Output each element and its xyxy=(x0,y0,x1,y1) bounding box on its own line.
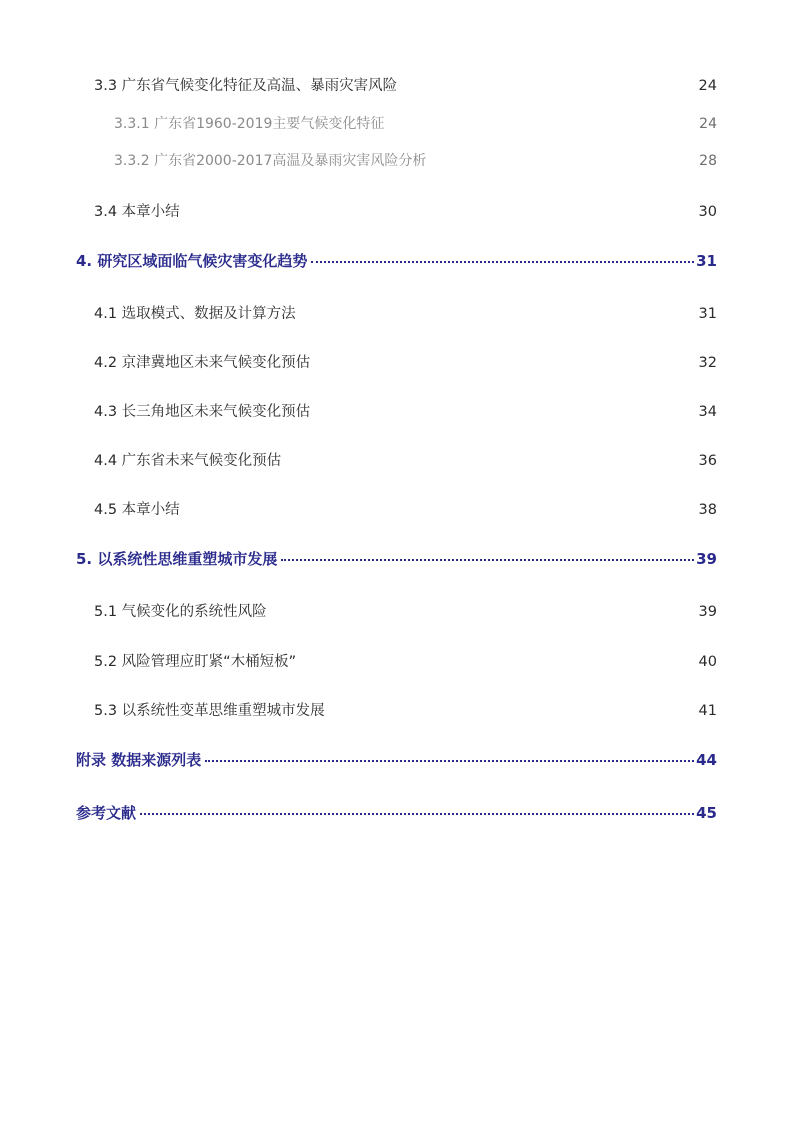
toc-page-number: 36 xyxy=(698,453,717,469)
toc-page-number: 39 xyxy=(696,550,717,568)
toc-entry-label: 5.2 风险管理应盯紧“木桶短板” xyxy=(94,654,297,670)
toc-page-number: 24 xyxy=(699,116,717,132)
toc-chapter-label: 附录 数据来源列表 xyxy=(76,751,202,769)
toc-entry-3-4[interactable] xyxy=(94,200,717,221)
toc-references[interactable] xyxy=(76,802,717,823)
toc-page-number: 40 xyxy=(698,654,717,670)
toc-entry-label: 4.5 本章小结 xyxy=(94,502,180,518)
toc-page-number: 38 xyxy=(698,502,717,518)
toc-page-number: 28 xyxy=(699,153,717,169)
toc-entry-4-5[interactable] xyxy=(94,498,717,519)
toc-page-number: 41 xyxy=(698,703,717,719)
toc-entry-label: 4.2 京津冀地区未来气候变化预估 xyxy=(94,355,311,371)
toc-chapter-label: 4. 研究区域面临气候灾害变化趋势 xyxy=(76,252,308,270)
toc-entry-label: 3.3 广东省气候变化特征及高温、暴雨灾害风险 xyxy=(94,78,398,94)
toc-entry-label: 4.4 广东省未来气候变化预估 xyxy=(94,453,282,469)
toc-page-number: 30 xyxy=(698,204,717,220)
toc-entry-label: 3.3.2 广东省2000-2017高温及暴雨灾害风险分析 xyxy=(114,153,427,169)
toc-entry-3-3-2[interactable] xyxy=(114,150,717,170)
toc-entry-4-2[interactable] xyxy=(94,351,717,372)
toc-dot-leader xyxy=(140,813,694,815)
toc-entry-label: 4.3 长三角地区未来气候变化预估 xyxy=(94,404,311,420)
toc-entry-4-4[interactable] xyxy=(94,449,717,470)
toc-chapter-label: 参考文献 xyxy=(76,804,137,822)
toc-chapter-label: 5. 以系统性思维重塑城市发展 xyxy=(76,550,278,568)
toc-page-number: 34 xyxy=(698,404,717,420)
toc-dot-leader xyxy=(205,760,694,762)
toc-dot-leader xyxy=(281,559,694,561)
toc-appendix[interactable] xyxy=(76,749,717,770)
toc-entry-label: 4.1 选取模式、数据及计算方法 xyxy=(94,306,296,322)
toc-entry-5-3[interactable] xyxy=(94,699,717,720)
toc-entry-4-3[interactable] xyxy=(94,400,717,421)
toc-chapter-4[interactable] xyxy=(76,250,717,271)
toc-entry-3-3[interactable] xyxy=(94,74,717,95)
toc-page-number: 24 xyxy=(698,78,717,94)
toc-page-number: 31 xyxy=(698,306,717,322)
toc-page-number: 45 xyxy=(696,804,717,822)
toc-entry-5-2[interactable] xyxy=(94,650,717,671)
toc-page-number: 44 xyxy=(696,751,717,769)
toc-dot-leader xyxy=(311,261,694,263)
toc-entry-label: 5.1 气候变化的系统性风险 xyxy=(94,604,267,620)
toc-entry-label: 3.3.1 广东省1960-2019主要气候变化特征 xyxy=(114,116,385,132)
toc-entry-3-3-1[interactable] xyxy=(114,113,717,133)
toc-entry-label: 5.3 以系统性变革思维重塑城市发展 xyxy=(94,703,325,719)
toc-page-number: 39 xyxy=(698,604,717,620)
toc-page-number: 32 xyxy=(698,355,717,371)
toc-chapter-5[interactable] xyxy=(76,548,717,569)
toc-entry-5-1[interactable] xyxy=(94,600,717,621)
toc-entry-4-1[interactable] xyxy=(94,302,717,323)
toc-entry-label: 3.4 本章小结 xyxy=(94,204,180,220)
toc-page-number: 31 xyxy=(696,252,717,270)
